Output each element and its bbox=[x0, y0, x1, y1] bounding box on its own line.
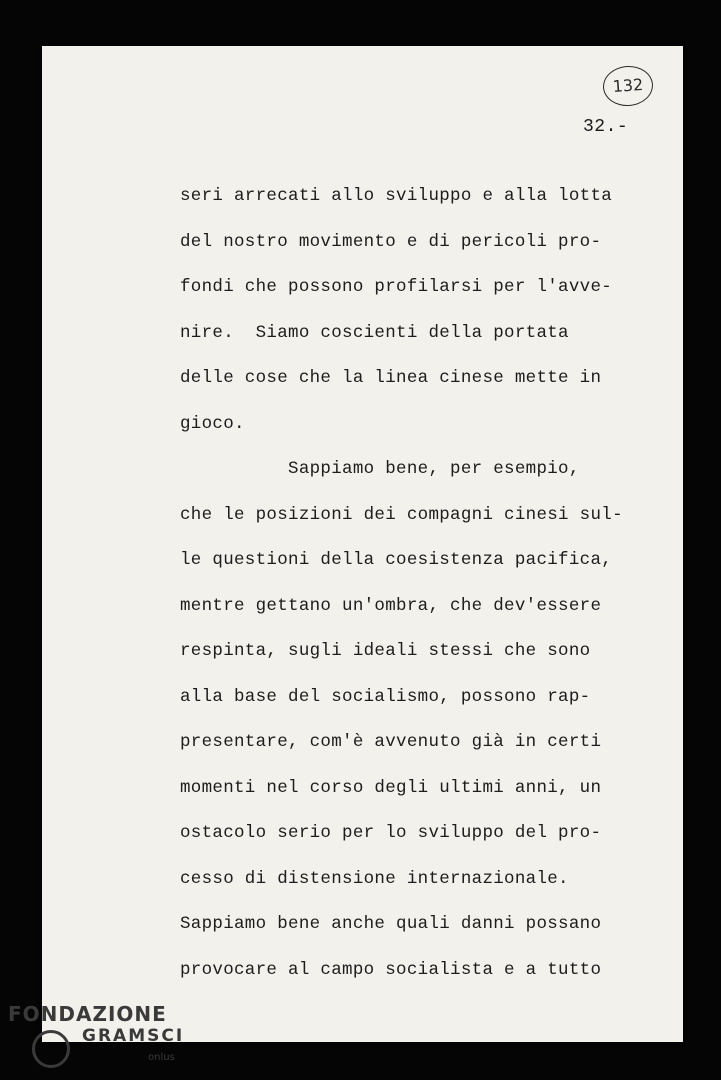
typewritten-text bbox=[180, 180, 660, 999]
text-line: mentre gettano un'ombra, che dev'essere bbox=[180, 595, 602, 616]
text-line: Sappiamo bene, per esempio, bbox=[180, 459, 580, 479]
text-line: che le posizioni dei compagni cinesi sul- bbox=[180, 504, 623, 525]
text-line: ostacolo serio per lo sviluppo del pro- bbox=[180, 823, 602, 843]
watermark-line-gramsci: GRAMSCI bbox=[82, 1026, 185, 1046]
text-line: presentare, com'è avvenuto già in certi bbox=[180, 732, 602, 752]
text-line: del nostro movimento e di pericoli pro- bbox=[180, 231, 602, 252]
archive-number-stamp: 132 bbox=[602, 64, 655, 107]
text-line: le questioni della coesistenza pacifica, bbox=[180, 550, 613, 570]
text-line: cesso di distensione internazionale. bbox=[180, 868, 569, 889]
watermark-line-onlus: onlus bbox=[148, 1052, 175, 1063]
text-line: Sappiamo bene anche quali danni possano bbox=[180, 914, 602, 934]
text-line: alla base del socialismo, possono rap- bbox=[180, 686, 591, 707]
text-line: nire. Siamo coscienti della portata bbox=[180, 322, 569, 343]
gramsci-logo-icon bbox=[32, 1030, 70, 1068]
fondazione-gramsci-watermark bbox=[8, 1000, 183, 1080]
watermark-line-fondazione: FONDAZIONE bbox=[8, 1002, 167, 1026]
text-line: momenti nel corso degli ultimi anni, un bbox=[180, 777, 602, 798]
text-line: seri arrecati allo sviluppo e alla lotta bbox=[180, 186, 613, 206]
text-line: delle cose che la linea cinese mette in bbox=[180, 368, 602, 388]
page-number: 32.- bbox=[583, 117, 629, 137]
text-line: gioco. bbox=[180, 413, 245, 434]
text-line: fondi che possono profilarsi per l'avve- bbox=[180, 277, 613, 297]
text-line: provocare al campo socialista e a tutto bbox=[180, 959, 602, 980]
text-line: respinta, sugli ideali stessi che sono bbox=[180, 641, 591, 661]
